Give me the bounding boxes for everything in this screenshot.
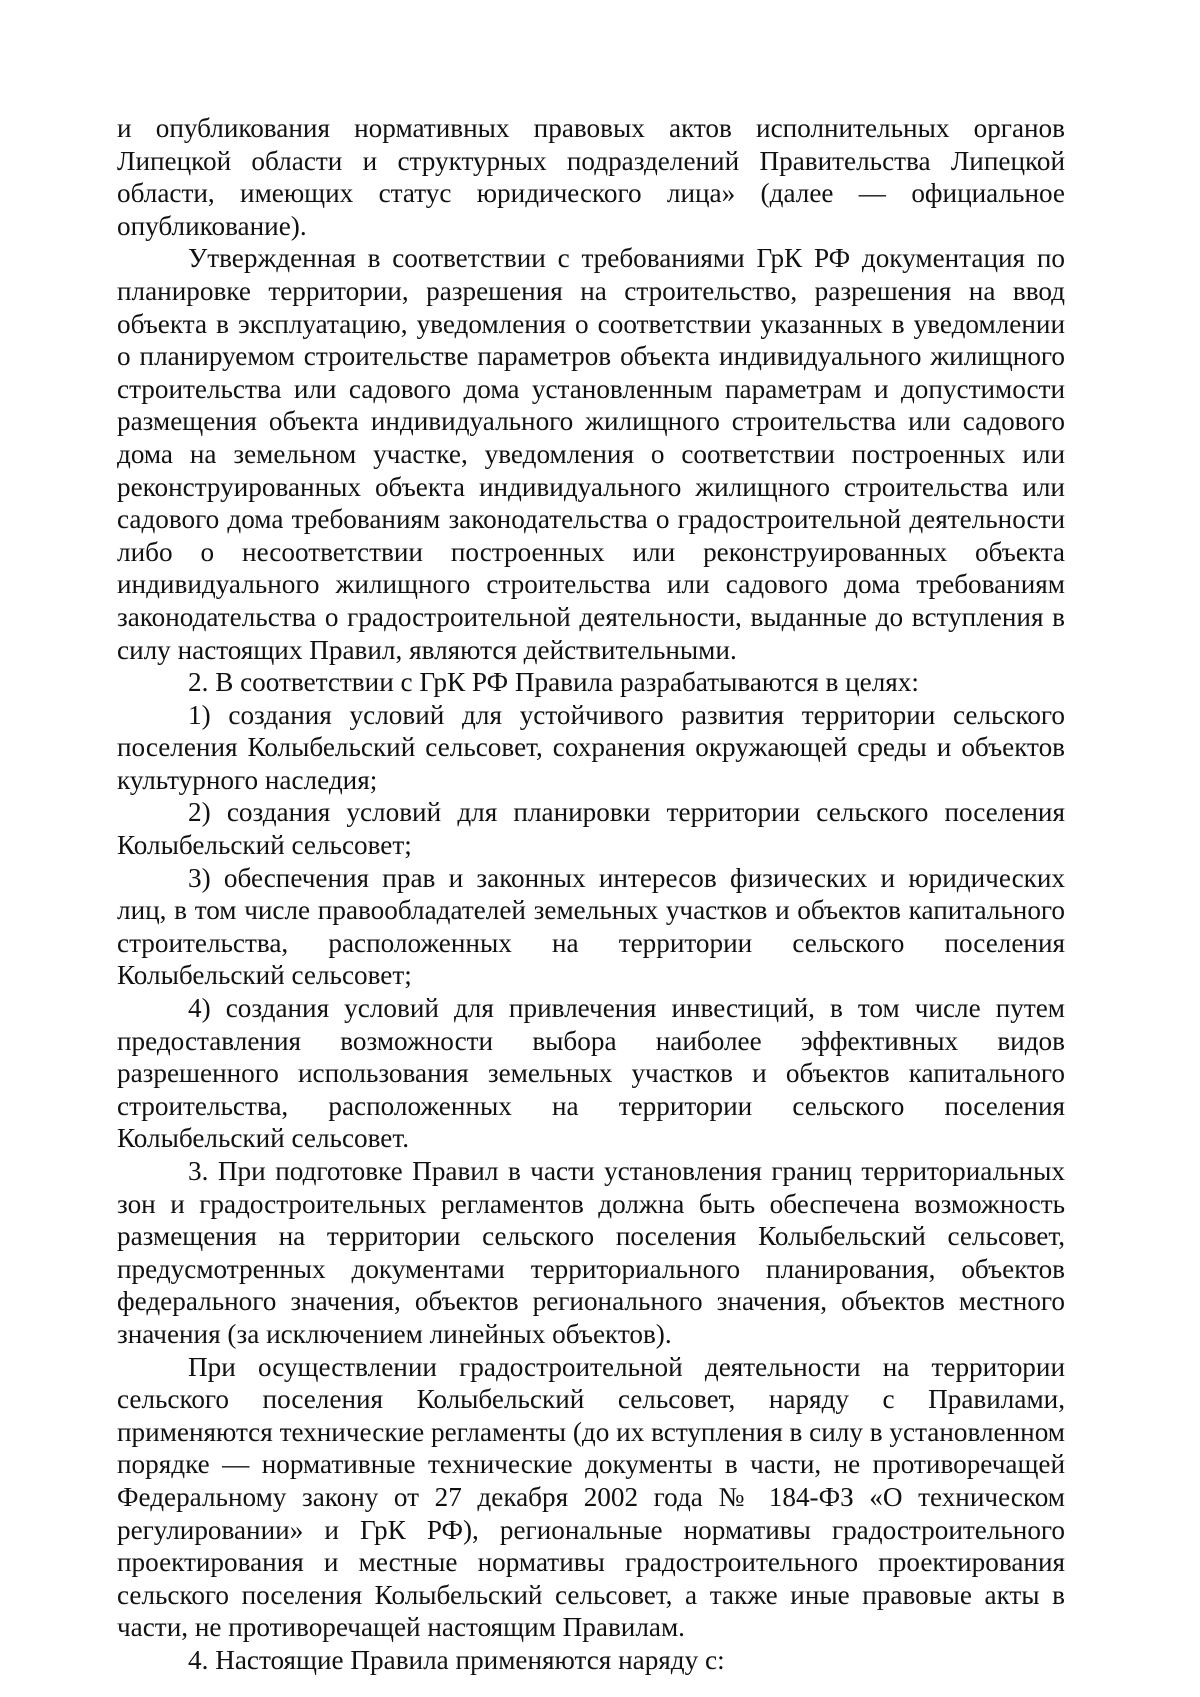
paragraph-technical-regulations: При осуществлении градостроительной деятельности на территории сельского поселения Колыбельский сельсовет, наряду с Правилами, применяются технические регламенты (до их вступления в силу в установленном порядке — нормативные технические документы в части, не противоречащей Федеральному закону от 27 декабря 2002 года № 184-ФЗ «О техническом регулировании» и ГрК РФ), региональные нормативы градостроительного проектирования и местные нормативы градостроительного проектирования сельского поселения Колыбельский сельсовет, а также иные правовые акты в части, не противоречащей настоящим Правилам.: [117, 1351, 1065, 1643]
paragraph-goal-1: 1) создания условий для устойчивого развития территории сельского поселения Колыбельский сельсовет, сохранения окружающей среды и объектов культурного наследия;: [117, 699, 1065, 795]
paragraph-goal-2: 2) создания условий для планировки территории сельского поселения Колыбельский сельсовет;: [117, 797, 1065, 861]
paragraph-goal-4: 4) создания условий для привлечения инвестиций, в том числе путем предоставления возможности выбора наиболее эффективных видов разрешенного использования земельных участков и объектов капитального строительства, расположенных на территории сельского поселения Колыбельский сельсовет.: [117, 993, 1065, 1154]
paragraph-item-3: 3. При подготовке Правил в части установления границ территориальных зон и градостроительных регламентов должна быть обеспечена возможность размещения на территории сельского поселения Колыбельский сельсовет, предусмотренных документами территориального планирования, объектов федерального значения, объектов регионального значения, объектов местного значения (за исключением линейных объектов).: [117, 1156, 1065, 1349]
paragraph-publication-continuation: и опубликования нормативных правовых актов исполнительных органов Липецкой области и структурных подразделений Правительства Липецкой области, имеющих статус юридического лица» (далее — официальное опубликование).: [117, 113, 1065, 241]
paragraph-goal-3: 3) обеспечения прав и законных интересов физических и юридических лиц, в том числе правообладателей земельных участков и объектов капитального строительства, расположенных на территории сельского поселения Колыбельский сельсовет;: [117, 862, 1065, 991]
paragraph-approved-documentation: Утвержденная в соответствии с требованиями ГрК РФ документация по планировке территории, разрешения на строительство, разрешения на ввод объекта в эксплуатацию, уведомления о соответствии указанных в уведомлении о планируемом строительстве параметров объекта индивидуального жилищного строительства или садового дома установленным параметрам и допустимости размещения объекта индивидуального жилищного строительства или садового дома на земельном участке, уведомления о соответствии построенных или реконструированных объекта индивидуального жилищного строительства или садового дома требованиям законодательства о градостроительной деятельности либо о несоответствии построенных или реконструированных объекта индивидуального жилищного строительства или садового дома требованиям законодательства о градостроительной деятельности, выданные до вступления в силу настоящих Правил, являются действительными.: [117, 243, 1065, 665]
document-page: [117, 112, 1065, 1677]
paragraph-item-2-goals: 2. В соответствии с ГрК РФ Правила разрабатываются в целях:: [188, 667, 919, 698]
paragraph-item-4: 4. Настоящие Правила применяются наряду с:: [188, 1644, 725, 1675]
